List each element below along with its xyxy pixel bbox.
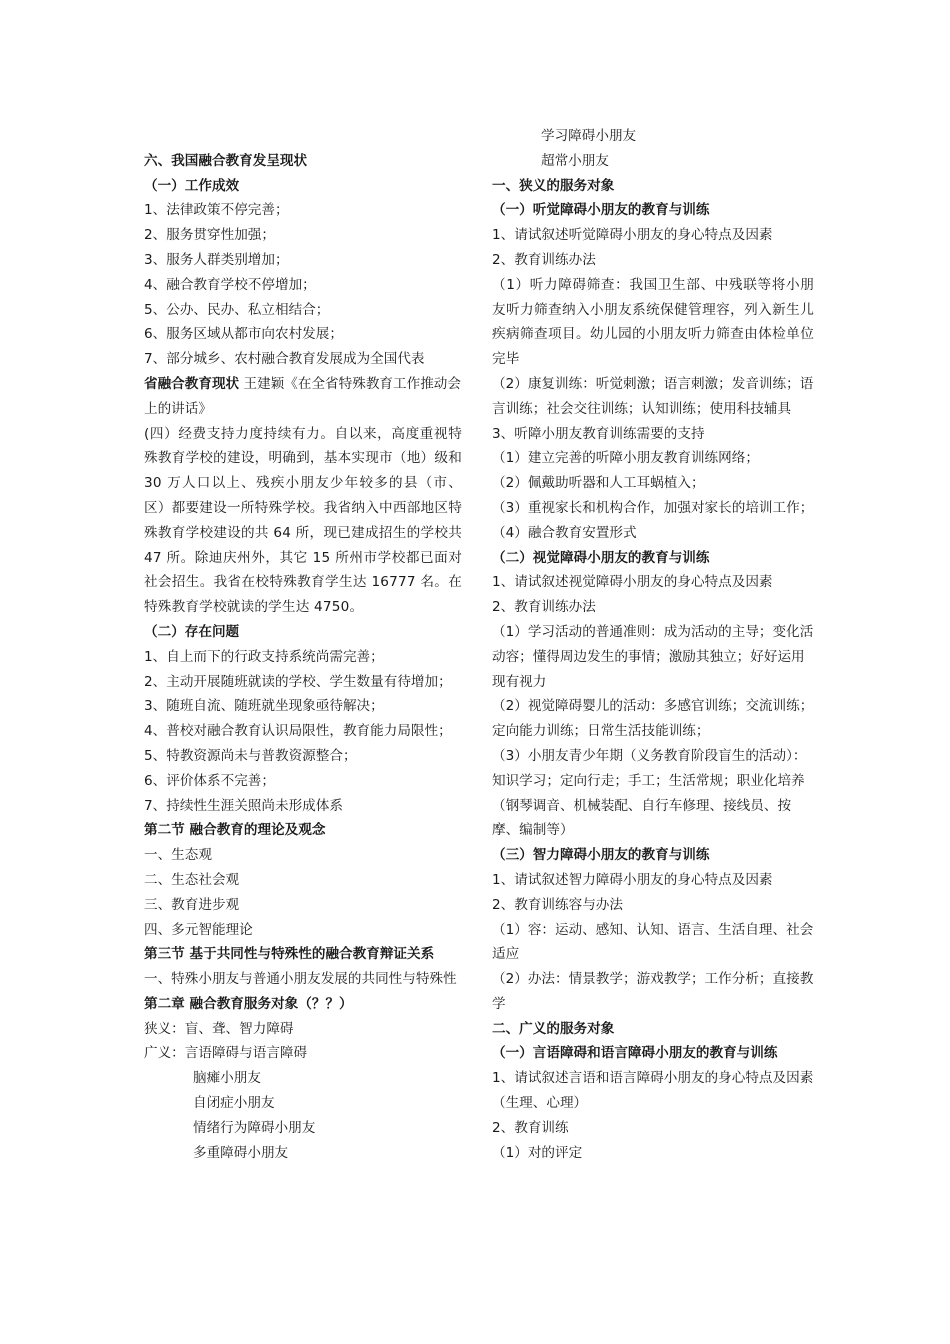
chapter-two-title: 第二章 融合教育服务对象（？？） <box>144 995 353 1012</box>
heading-visual: （二）视觉障碍小朋友的教育与训练 <box>492 549 710 566</box>
list-item: 多重障碍小朋友 <box>193 1144 289 1161</box>
text-line: 1、请试叙述视觉障碍小朋友的身心特点及因素 <box>492 574 773 591</box>
heading-broad-targets: 二、广义的服务对象 <box>492 1020 615 1037</box>
province-status-source: 王建颖《在全省特殊教育工作推动会上的讲话》 <box>144 375 461 417</box>
narrow-definition: 狭义：盲、聋、智力障碍 <box>144 1020 294 1037</box>
list-item: 4、普校对融合教育认识局限性，教育能力局限性； <box>144 723 452 740</box>
text-line: （1）建立完善的听障小朋友教育训练网络； <box>492 450 759 467</box>
list-item: 4、融合教育学校不停增加； <box>144 276 316 293</box>
list-item: 3、服务人群类别增加； <box>144 251 289 268</box>
list-item: 一、生态观 <box>144 847 212 864</box>
heading-problems: （二）存在问题 <box>144 623 240 640</box>
text-line: 2、教育训练 <box>492 1119 569 1136</box>
text-line: 3、听障小朋友教育训练需要的支持 <box>492 425 705 442</box>
paragraph-visual-principles: （1）学习活动的普通准则：成为活动的主导；变化活动容；懂得周边发生的事情；激励其独立；好好运用现有视力 <box>492 623 814 690</box>
list-item: 1、自上而下的行政支持系统尚需完善； <box>144 648 384 665</box>
list-item: 2、服务贯穿性加强； <box>144 227 275 244</box>
text-line: （3）重视家长和机构合作，加强对家长的培训工作； <box>492 499 814 516</box>
paragraph-intel-content: （1）容：运动、感知、认知、语言、生活自理、社会适应 <box>492 921 814 963</box>
paragraph-hearing-rehab: （2）康复训练：听觉刺激；语言刺激；发音训练；语言训练；社会交往训练；认知训练；使用科技辅具 <box>492 375 814 417</box>
text-line: （4）融合教育安置形式 <box>492 524 637 541</box>
list-item: 情绪行为障碍小朋友 <box>193 1119 316 1136</box>
paragraph-intel-methods: （2）办法：情景教学；游戏教学；工作分析；直接教学 <box>492 971 814 1012</box>
top-spacer <box>144 124 462 149</box>
list-item: 6、评价体系不完善； <box>144 772 275 789</box>
list-item: 三、教育进步观 <box>144 896 240 913</box>
province-status <box>144 372 462 422</box>
paragraph-hearing-screening: （1）听力障碍筛查：我国卫生部、中残联等将小朋友听力筛查纳入小朋友系统保健管理容，列入新生儿疾病筛查项目。幼儿园的小朋友听力筛查由体检单位完毕 <box>492 276 814 368</box>
left-column <box>144 124 462 1165</box>
list-item: 7、持续性生涯关照尚未形成体系 <box>144 797 343 814</box>
right-column <box>492 124 814 1165</box>
list-item: 3、随班自流、随班就坐现象亟待解决； <box>144 698 384 715</box>
list-item: 7、部分城乡、农村融合教育发展成为全国代表 <box>144 351 425 368</box>
list-item: 脑瘫小朋友 <box>193 1070 261 1087</box>
broad-definition: 广义：言语障碍与语言障碍 <box>144 1045 308 1062</box>
list-item: 6、服务区域从都市向农村发展； <box>144 326 343 343</box>
text-line: 2、教育训练容与办法 <box>492 896 623 913</box>
text-line: 2、教育训练办法 <box>492 251 596 268</box>
section-two-title: 第二节 融合教育的理论及观念 <box>144 822 326 839</box>
paragraph-visual-youth: （3）小朋友青少年期（义务教育阶段盲生的活动）：知识学习；定向行走；手工；生活常规；职业化培养（钢琴调音、机械装配、自行车修理、接线员、按摩、编制等） <box>492 747 807 839</box>
text-line: （1）对的评定 <box>492 1144 583 1161</box>
list-item: 四、多元智能理论 <box>144 921 253 938</box>
heading-six: 六、我国融合教育发呈现状 <box>144 152 308 169</box>
list-item: 5、公办、民办、私立相结合； <box>144 301 330 318</box>
section-three-title: 第三节 基于共同性与特殊性的融合教育辩证关系 <box>144 946 435 963</box>
list-item: 二、生态社会观 <box>144 871 240 888</box>
heading-intellectual: （三）智力障碍小朋友的教育与训练 <box>492 847 710 864</box>
list-item: 1、法律政策不停完善； <box>144 202 289 219</box>
text-line: 2、教育训练办法 <box>492 599 596 616</box>
paragraph-visual-infant: （2）视觉障碍婴儿的活动：多感官训练；交流训练；定向能力训练；日常生活技能训练； <box>492 698 814 740</box>
heading-narrow-targets: 一、狭义的服务对象 <box>492 177 615 194</box>
heading-hearing: （一）听觉障碍小朋友的教育与训练 <box>492 202 710 219</box>
list-item: 超常小朋友 <box>541 152 609 169</box>
text-line: 1、请试叙述智力障碍小朋友的身心特点及因素 <box>492 871 773 888</box>
text-line: 1、请试叙述听觉障碍小朋友的身心特点及因素 <box>492 227 773 244</box>
text-line: （2）佩戴助听器和人工耳蜗植入； <box>492 475 705 492</box>
heading-speech: （一）言语障碍和语言障碍小朋友的教育与训练 <box>492 1045 778 1062</box>
heading-achievements: （一）工作成效 <box>144 177 240 194</box>
list-item: 学习障碍小朋友 <box>541 128 637 144</box>
paragraph-funding: (四）经费支持力度持续有力。自以来，高度重视特殊教育学校的建设，明确到，基本实现市（地）级和 30 万人口以上、残疾小朋友少年较多的县（市、区）都要建设一所特殊学校。我省纳入中西部地区特殊教育学校建设的共 64 所，现已建成招生的学校共 47 所。除迪庆州外，其它 15 所州市学校都已面对社会招生。我省在校特殊教育学生达 16777 名。在特殊教育学校就读的学生达 4750。 <box>144 425 462 616</box>
list-item: 2、主动开展随班就读的学校、学生数量有待增加； <box>144 673 452 690</box>
section-three-item: 一、特殊小朋友与普通小朋友发展的共同性与特殊性 <box>144 971 457 988</box>
text-line: 1、请试叙述言语和语言障碍小朋友的身心特点及因素（生理、心理） <box>492 1070 814 1112</box>
list-item: 自闭症小朋友 <box>193 1095 275 1112</box>
province-status-label: 省融合教育现状 <box>144 375 240 392</box>
list-item: 5、特教资源尚未与普教资源整合； <box>144 747 357 764</box>
